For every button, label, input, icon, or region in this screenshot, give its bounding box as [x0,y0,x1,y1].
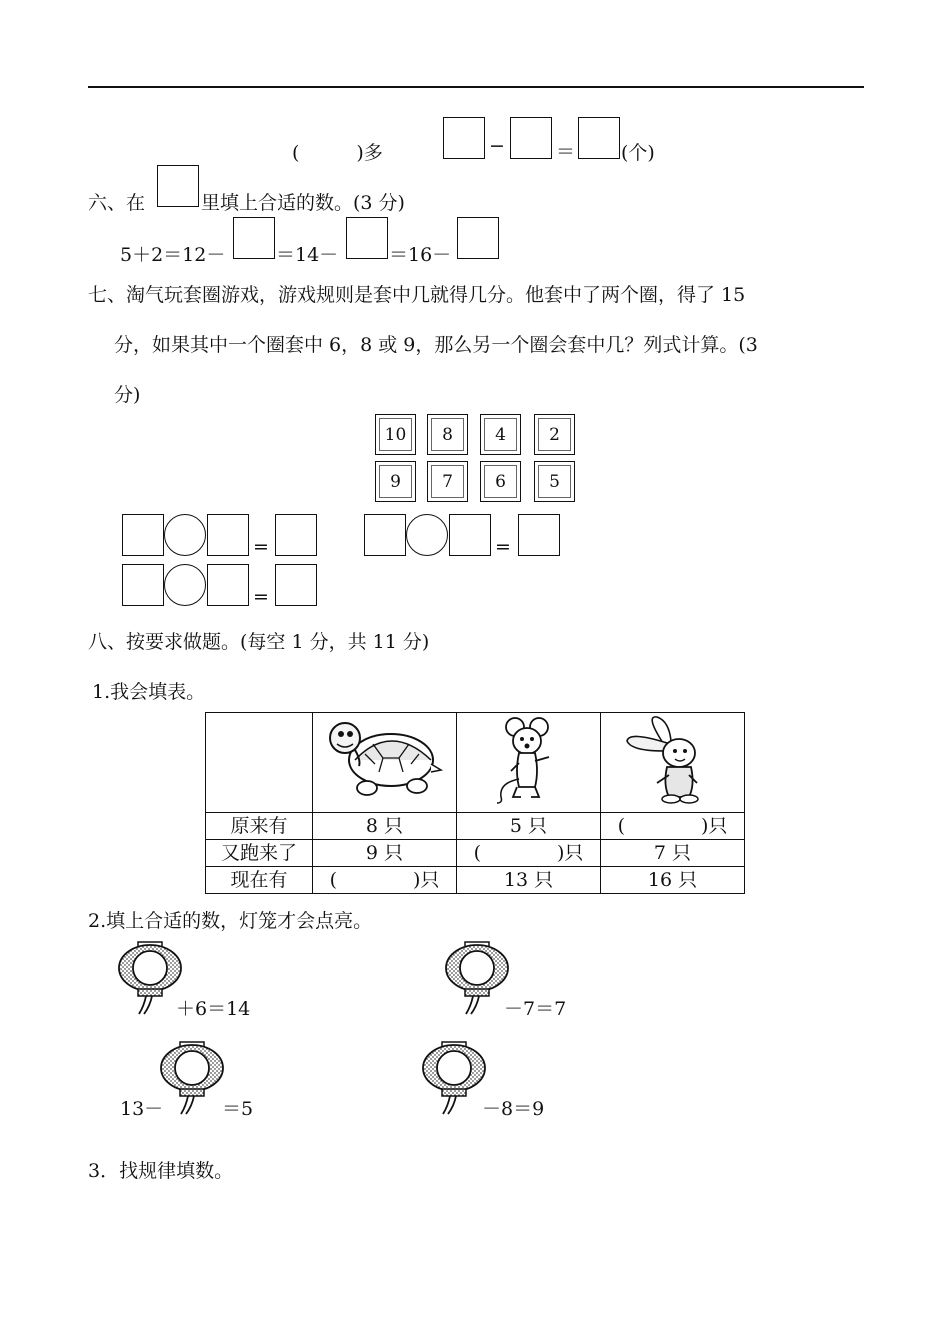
lantern-icon[interactable] [420,1040,488,1118]
row-label: 原来有 [206,813,313,840]
row-label: 又跑来了 [206,840,313,867]
animal-table [205,712,745,894]
section6-heading-rest: 里填上合适的数。(3 分) [201,192,405,214]
ring-target: 8 [427,414,468,455]
lantern-equation: －8＝9 [482,1098,545,1120]
rabbit-cell [601,713,745,813]
equals-sign: = [253,586,269,608]
top-rule [88,86,864,88]
mouse-icon [489,713,569,805]
lantern-equation: ＝5 [222,1098,254,1120]
ring-target: 4 [480,414,521,455]
mouse-cell [457,713,601,813]
lantern-icon[interactable] [158,1040,226,1118]
section7-line3: 分) [114,384,141,406]
table-cell: 9 只 [313,840,457,867]
equation-mid: ＝14－ [276,244,339,266]
answer-box[interactable] [510,117,552,159]
answer-box[interactable] [275,564,317,606]
answer-box[interactable] [207,564,249,606]
table-cell-blank[interactable]: ( )只 [313,867,457,894]
minus-sign: − [489,135,505,157]
table-cell-blank[interactable]: ( )只 [457,840,601,867]
unit-label: (个) [621,142,655,164]
lantern-equation-prefix: 13－ [120,1098,164,1120]
answer-box[interactable] [443,117,485,159]
answer-box[interactable] [233,217,275,259]
equals-sign: = [253,536,269,558]
lantern-icon[interactable] [116,940,184,1018]
answer-box[interactable] [518,514,560,556]
table-cell-blank[interactable]: ( )只 [601,813,745,840]
answer-box[interactable] [578,117,620,159]
answer-box[interactable] [364,514,406,556]
equals-sign: ＝ [556,141,576,163]
operator-circle[interactable] [406,514,448,556]
ring-target: 9 [375,461,416,502]
ring-target: 6 [480,461,521,502]
q3-title: 3．找规律填数。 [88,1160,234,1182]
q1-title: 1.我会填表。 [92,681,206,703]
table-cell: 8 只 [313,813,457,840]
answer-box[interactable] [122,514,164,556]
ring-target: 2 [534,414,575,455]
row-label: 现在有 [206,867,313,894]
answer-box[interactable] [457,217,499,259]
table-corner [206,713,313,813]
lantern-icon[interactable] [443,940,511,1018]
section8-heading: 八、按要求做题。(每空 1 分，共 11 分) [88,631,430,653]
equation-start: 5＋2＝12－ [120,244,226,266]
section7-line1: 七、淘气玩套圈游戏，游戏规则是套中几就得几分。他套中了两个圈，得了 15 [88,284,746,306]
answer-box[interactable] [122,564,164,606]
compare-label: ( )多 [292,142,383,164]
answer-box[interactable] [346,217,388,259]
lantern-equation: －7＝7 [504,998,567,1020]
ring-target: 7 [427,461,468,502]
ring-target: 10 [375,414,416,455]
operator-circle[interactable] [164,564,206,606]
heading-box-icon [157,165,199,207]
rabbit-icon [623,713,723,805]
section7-line2: 分，如果其中一个圈套中 6，8 或 9，那么另一个圈会套中几？列式计算。(3 [114,334,758,356]
q2-title: 2.填上合适的数，灯笼才会点亮。 [88,910,373,932]
turtle-icon [325,714,445,804]
equals-sign: = [495,536,511,558]
answer-box[interactable] [449,514,491,556]
operator-circle[interactable] [164,514,206,556]
lantern-equation: ＋6＝14 [176,998,251,1020]
table-cell: 5 只 [457,813,601,840]
answer-box[interactable] [207,514,249,556]
table-cell: 7 只 [601,840,745,867]
equation-mid: ＝16－ [389,244,452,266]
table-cell: 16 只 [601,867,745,894]
turtle-cell [313,713,457,813]
table-cell: 13 只 [457,867,601,894]
ring-target: 5 [534,461,575,502]
answer-box[interactable] [275,514,317,556]
section6-heading: 六、在 [88,192,146,214]
